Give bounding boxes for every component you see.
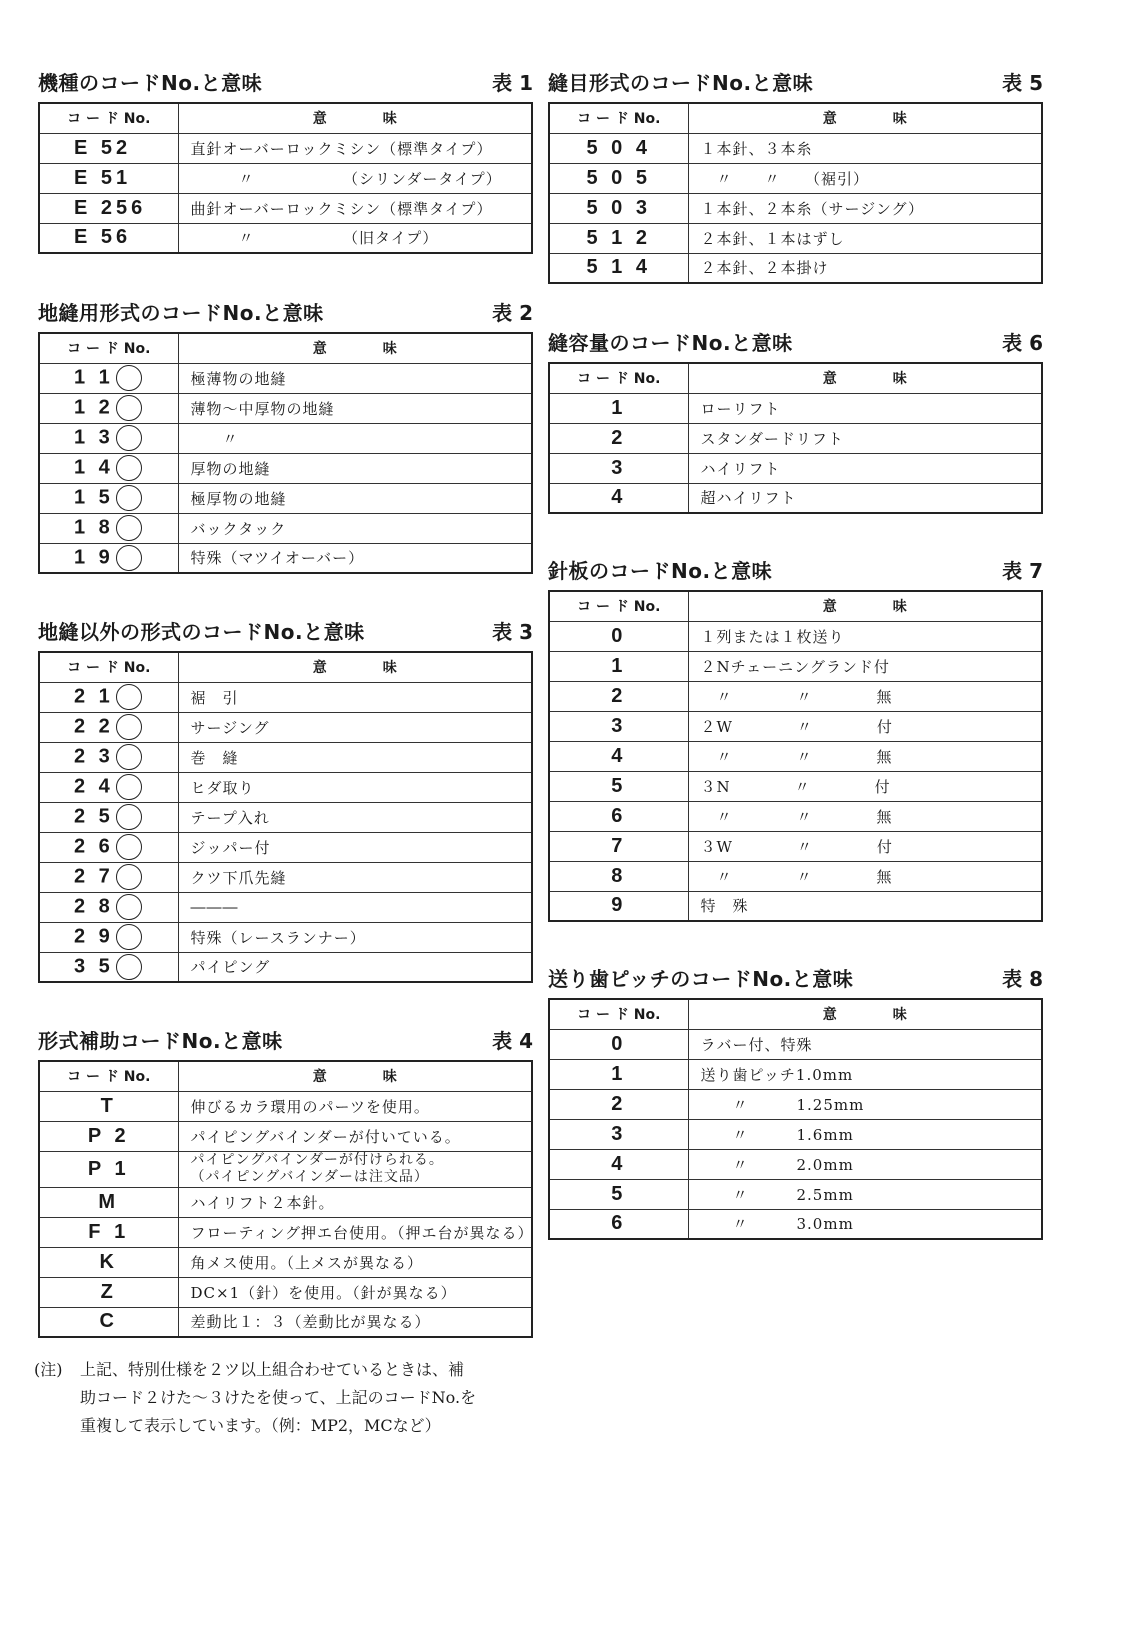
table-4-title: 形式補助コードNo.と意味 <box>38 1029 283 1053</box>
table-row <box>39 163 532 193</box>
table-8-title: 送り歯ピッチのコードNo.と意味 <box>548 967 854 991</box>
code-value: 1 1 <box>74 366 114 389</box>
code-value: 5 1 2 <box>586 226 651 249</box>
table-5-body <box>549 133 1042 283</box>
table-row <box>549 831 1042 861</box>
footnote-line: 重複して表示しています。（例：MP2，MCなど） <box>80 1416 441 1435</box>
meaning-cell: バックタック <box>178 513 532 543</box>
meaning-cell: 送り歯ピッチ1.0mm <box>688 1059 1042 1089</box>
code-value: 2 4 <box>74 775 114 798</box>
meaning-cell: ３N 〃 付 <box>688 771 1042 801</box>
meaning-cell: パイピングバインダーが付いている。 <box>178 1121 532 1151</box>
table-row <box>39 892 532 922</box>
table-row <box>549 1209 1042 1239</box>
col-code-header: コ ー ド No. <box>549 363 688 393</box>
code-value: 2 2 <box>74 715 114 738</box>
table-1-title: 機種のコードNo.と意味 <box>38 71 263 95</box>
meaning-cell: 巻 縫 <box>178 742 532 772</box>
table-row <box>549 861 1042 891</box>
table-row <box>549 1149 1042 1179</box>
blank-circle-icon <box>116 774 142 800</box>
table-7-body <box>549 621 1042 921</box>
meaning-cell: サージング <box>178 712 532 742</box>
table-row <box>549 453 1042 483</box>
code-value: 1 2 <box>74 396 114 419</box>
code-value: 5 0 5 <box>586 166 651 189</box>
code-value: 1 4 <box>74 456 114 479</box>
code-cell <box>39 543 178 573</box>
meaning-cell: 〃 1.25mm <box>688 1089 1042 1119</box>
table-row <box>39 393 532 423</box>
code-cell <box>39 802 178 832</box>
meaning-cell: ――― <box>178 892 532 922</box>
code-cell <box>39 193 178 223</box>
table-4-number: 表 4 <box>492 1029 533 1053</box>
code-value: K <box>99 1250 118 1273</box>
code-cell <box>549 831 688 861</box>
col-code-header: コ ー ド No. <box>39 103 178 133</box>
table-4 <box>38 1060 533 1338</box>
code-cell <box>549 253 688 283</box>
table-row <box>549 711 1042 741</box>
table-7 <box>548 590 1043 922</box>
meaning-cell: 伸びるカラ環用のパーツを使用。 <box>178 1091 532 1121</box>
meaning-cell: テープ入れ <box>178 802 532 832</box>
blank-circle-icon <box>116 924 142 950</box>
code-cell <box>549 163 688 193</box>
table-row <box>549 193 1042 223</box>
table-row <box>549 681 1042 711</box>
code-cell <box>39 712 178 742</box>
table-1 <box>38 102 533 254</box>
code-cell <box>549 1209 688 1239</box>
table-row <box>39 1091 532 1121</box>
code-value: E 256 <box>74 196 147 219</box>
table-row <box>39 543 532 573</box>
code-cell <box>549 483 688 513</box>
code-cell <box>549 133 688 163</box>
footnote-label: (注) <box>34 1360 63 1379</box>
code-value: M <box>98 1190 120 1213</box>
meaning-cell: 直針オーバーロックミシン（標準タイプ） <box>178 133 532 163</box>
code-cell <box>39 952 178 982</box>
footnote-line: 助コード２けた～３けたを使って、上記のコードNo.を <box>80 1388 477 1407</box>
meaning-cell: 特殊（レースランナー） <box>178 922 532 952</box>
code-cell <box>39 1277 178 1307</box>
table-row <box>39 133 532 163</box>
meaning-cell: ２本針、１本はずし <box>688 223 1042 253</box>
code-cell <box>39 453 178 483</box>
table-row <box>39 712 532 742</box>
table-row <box>39 1187 532 1217</box>
code-value: 1 3 <box>74 426 114 449</box>
meaning-cell: 〃 （シリンダータイプ） <box>178 163 532 193</box>
meaning-cell: スタンダードリフト <box>688 423 1042 453</box>
code-cell <box>39 892 178 922</box>
table-row <box>549 651 1042 681</box>
code-cell <box>549 771 688 801</box>
col-meaning-header: 意 味 <box>178 652 532 682</box>
table-row <box>39 1307 532 1337</box>
table-8-number: 表 8 <box>1002 967 1043 991</box>
code-cell <box>549 1059 688 1089</box>
code-value: 6 <box>611 804 627 827</box>
meaning-cell: 〃 〃 無 <box>688 801 1042 831</box>
table-row <box>549 223 1042 253</box>
table-7-block <box>548 556 1043 922</box>
code-cell <box>549 1089 688 1119</box>
blank-circle-icon <box>116 864 142 890</box>
code-cell <box>549 801 688 831</box>
code-value: 2 3 <box>74 745 114 768</box>
meaning-cell: パイピングバインダーが付けられる。 （パイピングバインダーは注文品） <box>178 1151 532 1187</box>
meaning-cell: ハイリフト <box>688 453 1042 483</box>
table-3-block <box>38 617 533 983</box>
code-value: 0 <box>611 1032 627 1055</box>
table-row <box>549 1059 1042 1089</box>
col-meaning-header: 意 味 <box>178 103 532 133</box>
blank-circle-icon <box>116 954 142 980</box>
code-cell <box>549 1119 688 1149</box>
code-value: 5 <box>611 1182 627 1205</box>
meaning-cell: ２W 〃 付 <box>688 711 1042 741</box>
code-value: 2 8 <box>74 895 114 918</box>
table-row <box>39 1247 532 1277</box>
meaning-cell: 超ハイリフト <box>688 483 1042 513</box>
code-value: 5 1 4 <box>586 256 651 279</box>
meaning-cell: １本針、３本糸 <box>688 133 1042 163</box>
meaning-cell: 〃 2.0mm <box>688 1149 1042 1179</box>
meaning-cell: 特 殊 <box>688 891 1042 921</box>
code-value: 0 <box>611 624 627 647</box>
meaning-cell: フローティング押エ台使用。（押エ台が異なる） <box>178 1217 532 1247</box>
code-cell <box>549 711 688 741</box>
table-2-number: 表 2 <box>492 301 533 325</box>
code-cell <box>39 133 178 163</box>
code-value: 6 <box>611 1212 627 1235</box>
code-value: P 2 <box>87 1124 130 1147</box>
code-value: 1 <box>611 1062 627 1085</box>
blank-circle-icon <box>116 425 142 451</box>
table-2-body <box>39 363 532 573</box>
table-row <box>39 742 532 772</box>
code-value: C <box>99 1310 118 1333</box>
code-cell <box>549 1029 688 1059</box>
code-cell <box>39 223 178 253</box>
table-row <box>549 133 1042 163</box>
table-5-number: 表 5 <box>1002 71 1043 95</box>
col-meaning-header: 意 味 <box>178 1061 532 1091</box>
table-6-body <box>549 393 1042 513</box>
col-code-header: コ ー ド No. <box>39 333 178 363</box>
code-cell <box>39 922 178 952</box>
code-cell <box>549 651 688 681</box>
code-cell <box>549 393 688 423</box>
code-value: 3 <box>611 456 627 479</box>
table-2-block <box>38 298 533 574</box>
col-meaning-header: 意 味 <box>178 333 532 363</box>
code-value: P 1 <box>87 1157 130 1180</box>
meaning-cell: １本針、２本糸（サージング） <box>688 193 1042 223</box>
col-code-header: コ ー ド No. <box>549 999 688 1029</box>
code-cell <box>39 393 178 423</box>
code-cell <box>549 891 688 921</box>
table-row <box>549 423 1042 453</box>
meaning-cell: 極薄物の地縫 <box>178 363 532 393</box>
table-3-title: 地縫以外の形式のコードNo.と意味 <box>38 620 365 644</box>
col-meaning-header: 意 味 <box>688 363 1042 393</box>
table-1-block <box>38 68 533 254</box>
table-row <box>549 393 1042 423</box>
code-cell <box>39 832 178 862</box>
col-code-header: コ ー ド No. <box>39 652 178 682</box>
table-row <box>39 922 532 952</box>
table-row <box>39 453 532 483</box>
blank-circle-icon <box>116 804 142 830</box>
table-row <box>549 741 1042 771</box>
col-code-header: コ ー ド No. <box>549 591 688 621</box>
blank-circle-icon <box>116 485 142 511</box>
blank-circle-icon <box>116 714 142 740</box>
code-value: 4 <box>611 744 627 767</box>
code-cell <box>39 1217 178 1247</box>
meaning-cell: ラバー付、特殊 <box>688 1029 1042 1059</box>
code-cell <box>39 163 178 193</box>
meaning-cell: 〃 〃 （裾引） <box>688 163 1042 193</box>
code-value: 1 <box>611 396 627 419</box>
table-row <box>549 253 1042 283</box>
code-value: 2 6 <box>74 835 114 858</box>
code-cell <box>39 1307 178 1337</box>
meaning-cell: 特殊（マツイオーバー） <box>178 543 532 573</box>
table-row <box>39 772 532 802</box>
table-8-body <box>549 1029 1042 1239</box>
code-value: 2 7 <box>74 865 114 888</box>
code-value: F 1 <box>88 1220 130 1243</box>
meaning-cell: クツ下爪先縫 <box>178 862 532 892</box>
col-code-header: コ ー ド No. <box>549 103 688 133</box>
code-value: 2 <box>611 1092 627 1115</box>
table-row <box>39 1277 532 1307</box>
table-row <box>549 1119 1042 1149</box>
blank-circle-icon <box>116 684 142 710</box>
code-value: 3 5 <box>74 955 114 978</box>
table-2-title: 地縫用形式のコードNo.と意味 <box>38 301 324 325</box>
code-cell <box>39 1121 178 1151</box>
table-row <box>39 1151 532 1187</box>
code-value: 5 0 4 <box>586 136 651 159</box>
code-value: 5 <box>611 774 627 797</box>
code-cell <box>549 621 688 651</box>
table-row <box>39 423 532 453</box>
table-row <box>549 483 1042 513</box>
table-row <box>39 513 532 543</box>
table-5-title: 縫目形式のコードNo.と意味 <box>548 71 814 95</box>
table-5-block <box>548 68 1043 284</box>
footnote-line: 上記、特別仕様を２ツ以上組合わせているときは、補 <box>80 1360 465 1379</box>
code-cell <box>39 513 178 543</box>
code-cell <box>39 483 178 513</box>
meaning-cell: 〃 （旧タイプ） <box>178 223 532 253</box>
code-value: 2 5 <box>74 805 114 828</box>
table-6 <box>548 362 1043 514</box>
code-value: 2 <box>611 684 627 707</box>
code-cell <box>39 742 178 772</box>
table-row <box>39 193 532 223</box>
col-meaning-header: 意 味 <box>688 999 1042 1029</box>
table-row <box>39 223 532 253</box>
col-meaning-header: 意 味 <box>688 103 1042 133</box>
code-value: 2 9 <box>74 925 114 948</box>
code-value: 9 <box>611 894 627 917</box>
table-row <box>39 802 532 832</box>
meaning-cell: 角メス使用。（上メスが異なる） <box>178 1247 532 1277</box>
table-7-number: 表 7 <box>1002 559 1043 583</box>
blank-circle-icon <box>116 365 142 391</box>
code-value: 1 9 <box>74 546 114 569</box>
code-cell <box>39 682 178 712</box>
blank-circle-icon <box>116 455 142 481</box>
code-value: T <box>100 1094 117 1117</box>
code-value: E 52 <box>74 136 132 159</box>
table-row <box>39 1121 532 1151</box>
table-row <box>39 363 532 393</box>
code-cell <box>39 1187 178 1217</box>
blank-circle-icon <box>116 395 142 421</box>
code-cell <box>39 1247 178 1277</box>
code-cell <box>549 423 688 453</box>
blank-circle-icon <box>116 545 142 571</box>
blank-circle-icon <box>116 515 142 541</box>
meaning-cell: ヒダ取り <box>178 772 532 802</box>
meaning-cell: 〃 3.0mm <box>688 1209 1042 1239</box>
code-cell <box>39 772 178 802</box>
meaning-cell: ハイリフト２本針。 <box>178 1187 532 1217</box>
code-cell <box>549 193 688 223</box>
table-6-title: 縫容量のコードNo.と意味 <box>548 331 793 355</box>
table-row <box>39 862 532 892</box>
meaning-cell: 厚物の地縫 <box>178 453 532 483</box>
meaning-cell: DC×1（針）を使用。（針が異なる） <box>178 1277 532 1307</box>
code-value: 7 <box>611 834 627 857</box>
table-row <box>549 801 1042 831</box>
blank-circle-icon <box>116 834 142 860</box>
code-value: 1 5 <box>74 486 114 509</box>
meaning-cell: 〃 1.6mm <box>688 1119 1042 1149</box>
code-value: 4 <box>611 486 627 509</box>
table-row <box>549 891 1042 921</box>
table-row <box>549 1089 1042 1119</box>
meaning-cell: 〃 〃 無 <box>688 861 1042 891</box>
meaning-cell: 〃 〃 無 <box>688 741 1042 771</box>
code-value: Z <box>100 1280 117 1303</box>
code-value: E 56 <box>74 226 132 249</box>
code-cell <box>549 1149 688 1179</box>
col-code-header: コ ー ド No. <box>39 1061 178 1091</box>
code-cell <box>39 423 178 453</box>
col-meaning-header: 意 味 <box>688 591 1042 621</box>
table-row <box>549 163 1042 193</box>
table-3-body <box>39 682 532 982</box>
code-cell <box>549 681 688 711</box>
code-cell <box>549 223 688 253</box>
blank-circle-icon <box>116 744 142 770</box>
code-value: 3 <box>611 714 627 737</box>
meaning-cell: 〃 <box>178 423 532 453</box>
table-1-number: 表 1 <box>492 71 533 95</box>
meaning-cell: １列または１枚送り <box>688 621 1042 651</box>
table-4-body <box>39 1091 532 1337</box>
table-3-number: 表 3 <box>492 620 533 644</box>
table-row <box>39 483 532 513</box>
code-value: 1 <box>611 654 627 677</box>
table-8-block <box>548 964 1043 1240</box>
meaning-cell: パイピング <box>178 952 532 982</box>
code-value: 5 0 3 <box>586 196 651 219</box>
table-6-block <box>548 328 1043 514</box>
code-value: 4 <box>611 1152 627 1175</box>
meaning-cell: 曲針オーバーロックミシン（標準タイプ） <box>178 193 532 223</box>
meaning-cell: 裾 引 <box>178 682 532 712</box>
table-row <box>549 1029 1042 1059</box>
code-cell <box>549 741 688 771</box>
code-value: 2 <box>611 426 627 449</box>
meaning-cell: ２本針、２本掛け <box>688 253 1042 283</box>
code-value: 1 8 <box>74 516 114 539</box>
table-5 <box>548 102 1043 284</box>
table-4-block <box>38 1026 533 1338</box>
code-cell <box>39 1151 178 1187</box>
table-row <box>39 832 532 862</box>
meaning-cell: ジッパー付 <box>178 832 532 862</box>
table-1-body <box>39 133 532 253</box>
meaning-cell: 薄物～中厚物の地縫 <box>178 393 532 423</box>
table-row <box>549 621 1042 651</box>
code-cell <box>549 453 688 483</box>
code-value: 2 1 <box>74 685 114 708</box>
code-cell <box>549 861 688 891</box>
table-row <box>549 1179 1042 1209</box>
meaning-cell: 〃 2.5mm <box>688 1179 1042 1209</box>
code-cell <box>39 862 178 892</box>
code-cell <box>39 363 178 393</box>
code-cell <box>549 1179 688 1209</box>
table-row <box>39 952 532 982</box>
code-value: 8 <box>611 864 627 887</box>
meaning-cell: 〃 〃 無 <box>688 681 1042 711</box>
table-row <box>39 1217 532 1247</box>
table-8 <box>548 998 1043 1240</box>
blank-circle-icon <box>116 894 142 920</box>
table-2 <box>38 332 533 574</box>
code-value: E 51 <box>74 166 132 189</box>
meaning-cell: 極厚物の地縫 <box>178 483 532 513</box>
code-value: 3 <box>611 1122 627 1145</box>
table-6-number: 表 6 <box>1002 331 1043 355</box>
meaning-cell: 差動比１：３（差動比が異なる） <box>178 1307 532 1337</box>
footnote <box>34 1356 544 1440</box>
meaning-cell: ローリフト <box>688 393 1042 423</box>
table-3 <box>38 651 533 983</box>
table-row <box>39 682 532 712</box>
table-row <box>549 771 1042 801</box>
meaning-cell: ３W 〃 付 <box>688 831 1042 861</box>
meaning-cell: ２Nチェーニングランド付 <box>688 651 1042 681</box>
table-7-title: 針板のコードNo.と意味 <box>548 559 773 583</box>
code-cell <box>39 1091 178 1121</box>
